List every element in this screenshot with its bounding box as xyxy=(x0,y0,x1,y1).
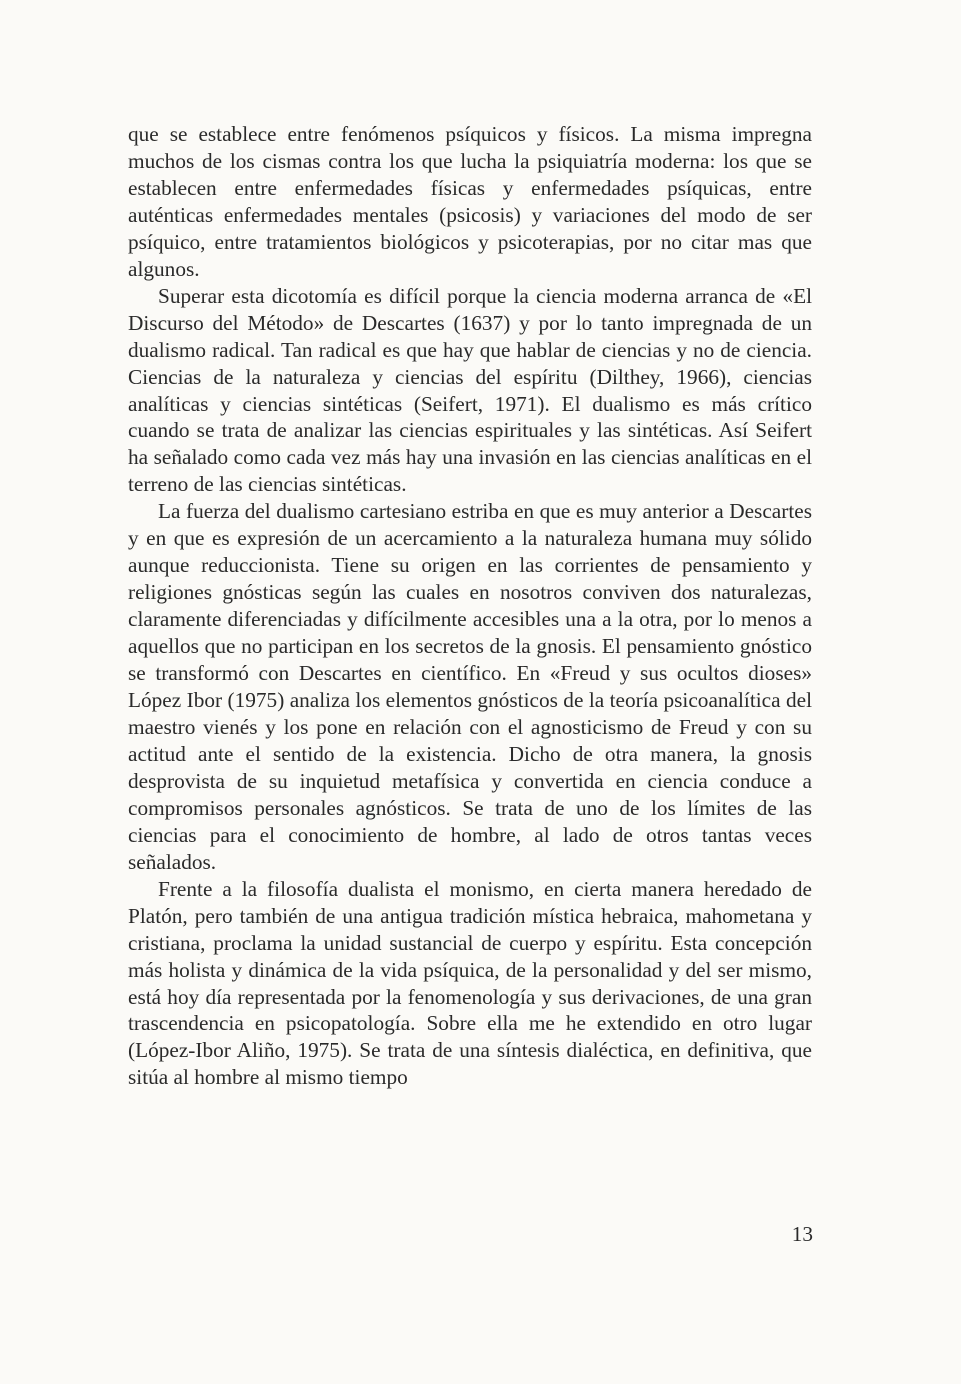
paragraph: que se establece entre fenómenos psíquicos y físicos. La misma impregna muchos de los cismas contra los que lucha la psiquiatría moderna: los que se establecen entre enfermedades físicas y enfermedades psíquicas, entre auténticas enfermedades mentales (psicosis) y variaciones del modo de ser psíquico, entre tratamientos biológicos y psicoterapias, por no citar mas que algunos. xyxy=(128,122,812,281)
page-number: 13 xyxy=(791,1222,813,1246)
page-body xyxy=(128,121,812,1091)
paragraph: Superar esta dicotomía es difícil porque la ciencia moderna arranca de «El Discurso del Método» de Descartes (1637) y por lo tanto impregnada de un dualismo radical. Tan radical es que hay que hablar de ciencias y no de ciencia. Ciencias de la naturaleza y ciencias del espíritu (Dilthey, 1966), ciencias analíticas y ciencias sintéticas (Seifert, 1971). El dualismo es más crítico cuando se trata de analizar las ciencias espirituales y las sintéticas. Así Seifert ha señalado como cada vez más hay una invasión en las ciencias analíticas en el terreno de las ciencias sintéticas. xyxy=(128,283,812,497)
paragraph: Frente a la filosofía dualista el monismo, en cierta manera heredado de Platón, pero también de una antigua tradición mística hebraica, mahometana y cristiana, proclama la unidad sustancial de cuerpo y espíritu. Esta concepción más holista y dinámica de la vida psíquica, de la personalidad y del ser mismo, está hoy día representada por la fenomenología y sus derivaciones, de una gran trascendencia en psicopatología. Sobre ella me he extendido en otro lugar (López-Ibor Aliño, 1975). Se trata de una síntesis dialéctica, en definitiva, que sitúa al hombre al mismo tiempo xyxy=(128,876,812,1090)
paragraph: La fuerza del dualismo cartesiano estriba en que es muy anterior a Descartes y en que es expresión de un acercamiento a la naturaleza humana muy sólido aunque reduccionista. Tiene su origen en las corrientes de pensamiento y religiones gnósticas según las cuales en nosotros conviven dos naturalezas, claramente diferenciadas y difícilmente accesibles una a la otra, por lo menos a aquellos que no participan en los secretos de la gnosis. El pensamiento gnóstico se transformó con Descartes en científico. En «Freud y sus ocultos dioses» López Ibor (1975) analiza los elementos gnósticos de la teoría psicoanalítica del maestro vienés y los pone en relación con el agnosticismo de Freud y con su actitud ante el sentido de la existencia. Dicho de otra manera, la gnosis desprovista de su inquietud metafísica y convertida en ciencia conduce a compromisos personales agnósticos. Se trata de uno de los límites de las ciencias para el conocimiento de hombre, al lado de otros tantas veces señalados. xyxy=(128,499,812,874)
